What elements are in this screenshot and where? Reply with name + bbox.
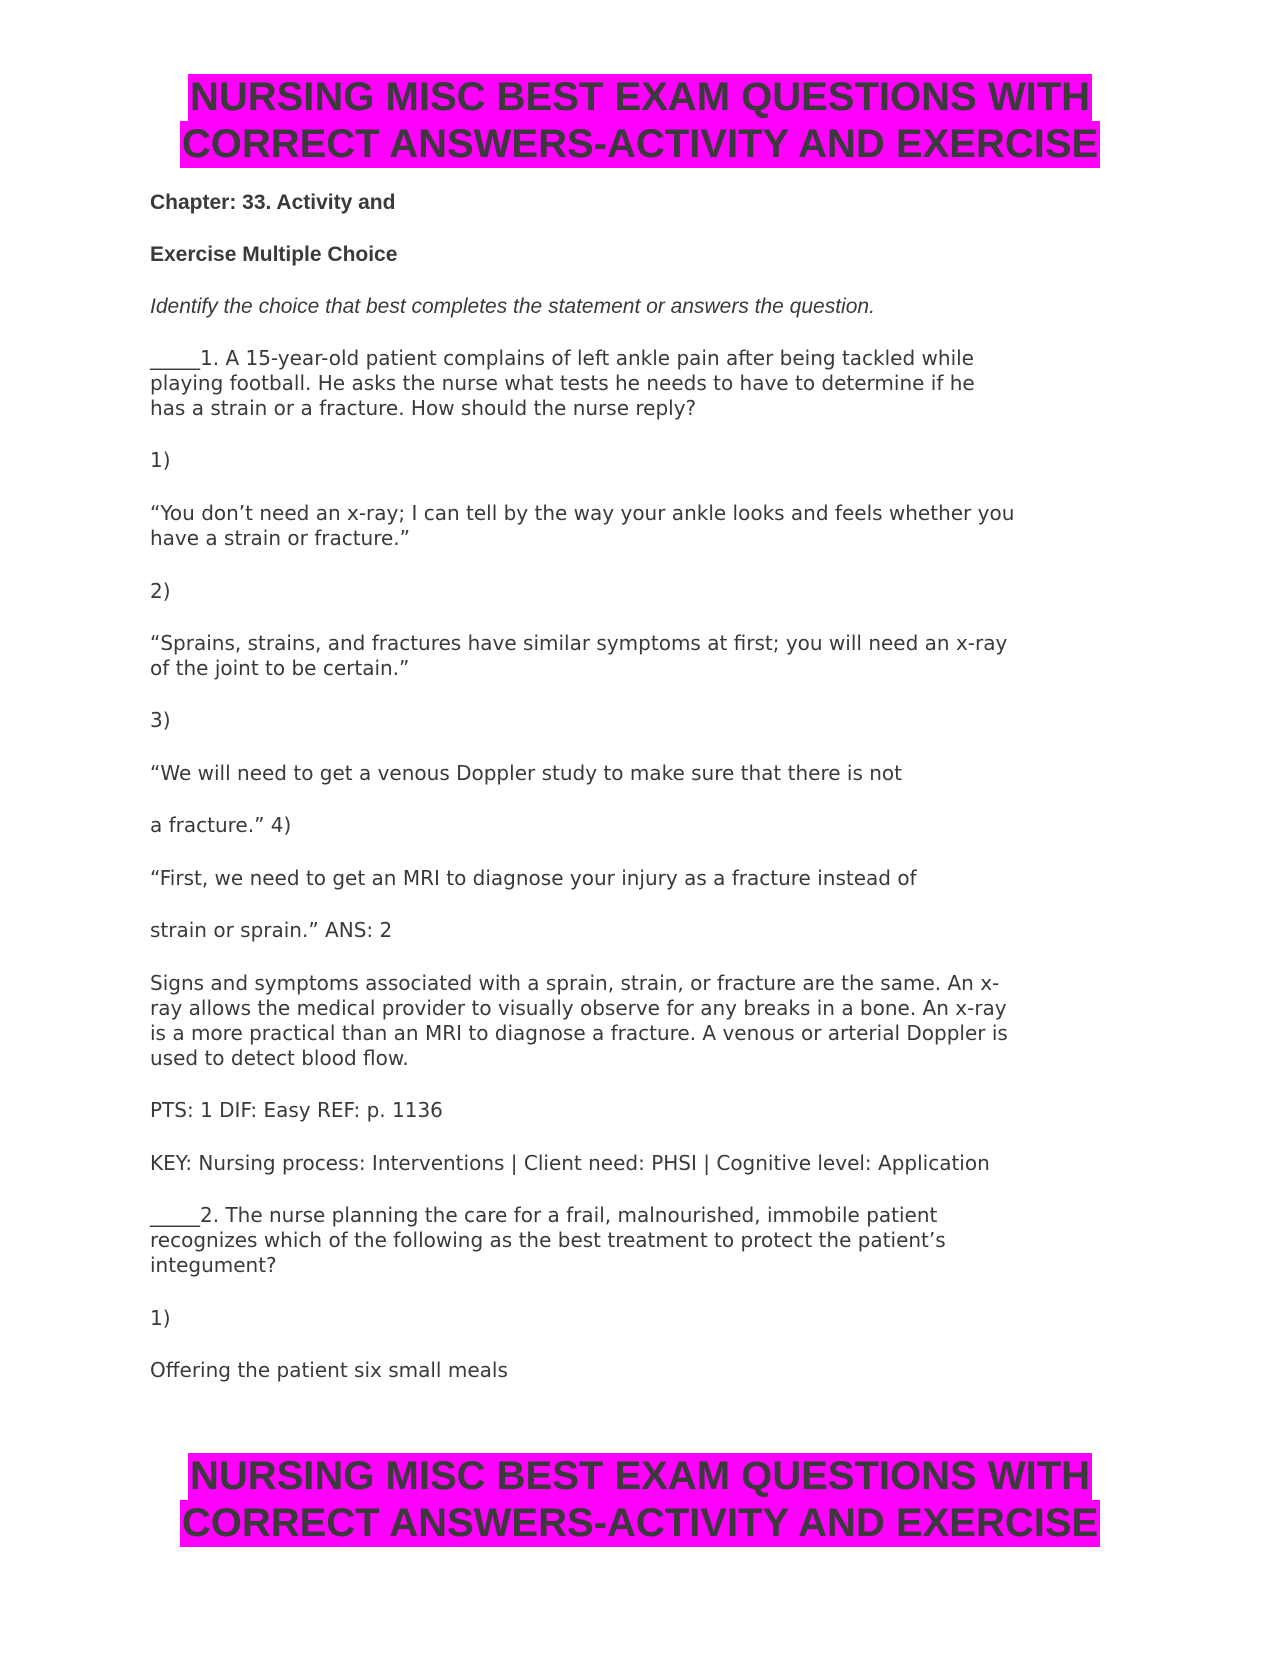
question-2-option-1-line-1: Offering the patient six small meals [150, 1358, 508, 1382]
question-1-rationale-line-3: is a more practical than an MRI to diagnose a fracture. A venous or arterial Doppler is [150, 1021, 1008, 1045]
question-1-option-3-line-2: a fracture.” 4) [150, 813, 292, 837]
question-1-rationale-line-4: used to detect blood flow. [150, 1046, 409, 1070]
question-1-option-2-line-1: “Sprains, strains, and fractures have similar symptoms at first; you will need an x-ray [150, 631, 1008, 655]
question-1-key-info: KEY: Nursing process: Interventions | Client need: PHSI | Cognitive level: Application [150, 1151, 990, 1175]
question-1-option-4-line-1: “First, we need to get an MRI to diagnose your injury as a fracture instead of [150, 866, 917, 890]
question-2-stem-line-3: integument? [150, 1253, 277, 1277]
question-1-option-1-line-2: have a strain or fracture.” [150, 526, 411, 550]
document-banner-bottom [0, 1453, 1280, 1547]
banner-title-line-1: NURSING MISC BEST EXAM QUESTIONS WITH [189, 1454, 1091, 1498]
question-1-points-info: PTS: 1 DIF: Easy REF: p. 1136 [150, 1098, 443, 1122]
question-2-stem-line-2: recognizes which of the following as the best treatment to protect the patient’s [150, 1228, 946, 1252]
question-1-rationale-line-1: Signs and symptoms associated with a sprain, strain, or fracture are the same. An x- [150, 971, 1000, 995]
instructions-text: Identify the choice that best completes the statement or answers the question. [150, 295, 875, 318]
document-banner-top [0, 74, 1280, 168]
banner-title-line-2: CORRECT ANSWERS-ACTIVITY AND EXERCISE [181, 1501, 1099, 1545]
question-1-option-4-line-2: strain or sprain.” ANS: 2 [150, 918, 393, 942]
question-1-option-3-number: 3) [150, 708, 171, 732]
question-1-option-1-number: 1) [150, 448, 171, 472]
question-2-option-1-number: 1) [150, 1306, 171, 1330]
chapter-heading-line-2: Exercise Multiple Choice [150, 243, 398, 266]
chapter-heading-line-1: Chapter: 33. Activity and [150, 191, 396, 214]
question-1-stem-line-3: has a strain or a fracture. How should the nurse reply? [150, 396, 697, 420]
question-1-option-3-line-1: “We will need to get a venous Doppler study to make sure that there is not [150, 761, 902, 785]
question-1-option-1-line-1: “You don’t need an x-ray; I can tell by the way your ankle looks and feels whether you [150, 501, 1015, 525]
banner-title-line-1: NURSING MISC BEST EXAM QUESTIONS WITH [189, 75, 1091, 119]
question-1-rationale-line-2: ray allows the medical provider to visually observe for any breaks in a bone. An x-ray [150, 996, 1007, 1020]
question-2-stem-line-1: _____2. The nurse planning the care for a frail, malnourished, immobile patient [150, 1203, 938, 1227]
question-1-option-2-number: 2) [150, 579, 171, 603]
question-1-option-2-line-2: of the joint to be certain.” [150, 656, 410, 680]
banner-title-line-2: CORRECT ANSWERS-ACTIVITY AND EXERCISE [181, 122, 1099, 166]
question-1-stem-line-1: _____1. A 15-year-old patient complains of left ankle pain after being tackled while [150, 346, 974, 370]
question-1-stem-line-2: playing football. He asks the nurse what tests he needs to have to determine if he [150, 371, 975, 395]
